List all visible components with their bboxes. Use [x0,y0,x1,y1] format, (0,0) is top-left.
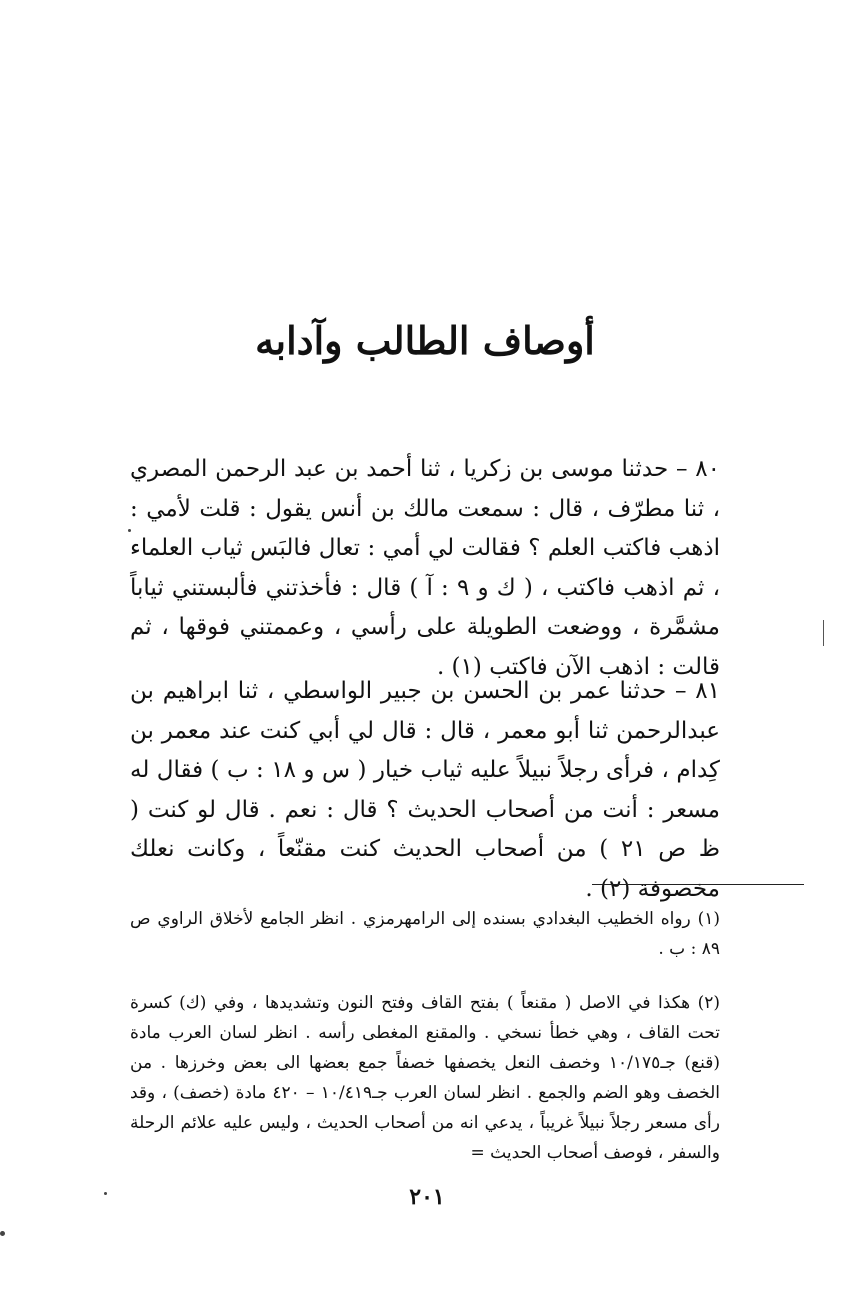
chapter-title: أوصاف الطالب وآدابه [255,318,595,363]
hadith-paragraph-81: ٨١ – حدثنا عمر بن الحسن بن جبير الواسطي ، ثنا ابراهيم بن عبدالرحمن ثنا أبو معمر ، قال : قال لي أبي كنت عند معمر بن كِدام ، فرأى رجلاً نبيلاً عليه ثياب خيار ( س و ١٨ : ب ) فقال له مسعر : أنت من أصحاب الحديث ؟ قال : نعم . قال لو كنت ( ظ ص ٢١ ) من أصحاب الحديث كنت مقنّعاً ، وكانت نعلك مخصوفة (٢) . [130,678,721,902]
page-number: ٢٠١ [409,1184,445,1210]
margin-mark [823,620,824,646]
hadith-paragraph-80: ٨٠ – حدثنا موسى بن زكريا ، ثنا أحمد بن عبد الرحمن المصري ، ثنا مطرّف ، قال : سمعت مالك بن أنس يقول : قلت لأمي : اذهب فاكتب العلم ؟ فقالت لي أمي : تعال فالبَس ثياب العلماء ، ثم اذهب فاكتب ، ( ك و ٩ : آ ) قال : فأخذتني فألبستني ثياباً مشمَّرة ، ووضعت الطويلة على رأسي ، وعممتني فوقها ، ثم قالت : اذهب الآن فاكتب (١) . [130,456,720,680]
footnote-2: (٢) هكذا في الاصل ( مقنعاً ) بفتح القاف وفتح النون وتشديدها ، وفي (ك) كسرة تحت القاف ، وهي خطأ نسخي . والمقنع المغطى رأسه . انظر لسان العرب مادة (قنع) جـ١٠/١٧٥ وخصف النعل يخصفها خصفاً جمع بعضها الى بعض وخرزها . من الخصف وهو الضم والجمع . انظر لسان العرب جـ١٠/٤١٩ – ٤٢٠ مادة (خصف) ، وقد رأى مسعر رجلاً نبيلاً غريباً ، يدعي انه من أصحاب الحديث ، وليس عليه علائم الرحلة والسفر ، فوصف أصحاب الحديث = [130,993,720,1163]
scan-speck [104,1192,107,1195]
footnote-1: (١) رواه الخطيب البغدادي بسنده إلى الرامهرمزي . انظر الجامع لأخلاق الراوي ص ٨٩ : ب . [130,909,720,959]
scan-speck [128,529,131,532]
scan-speck [0,1231,5,1236]
footnote-divider [592,884,804,885]
